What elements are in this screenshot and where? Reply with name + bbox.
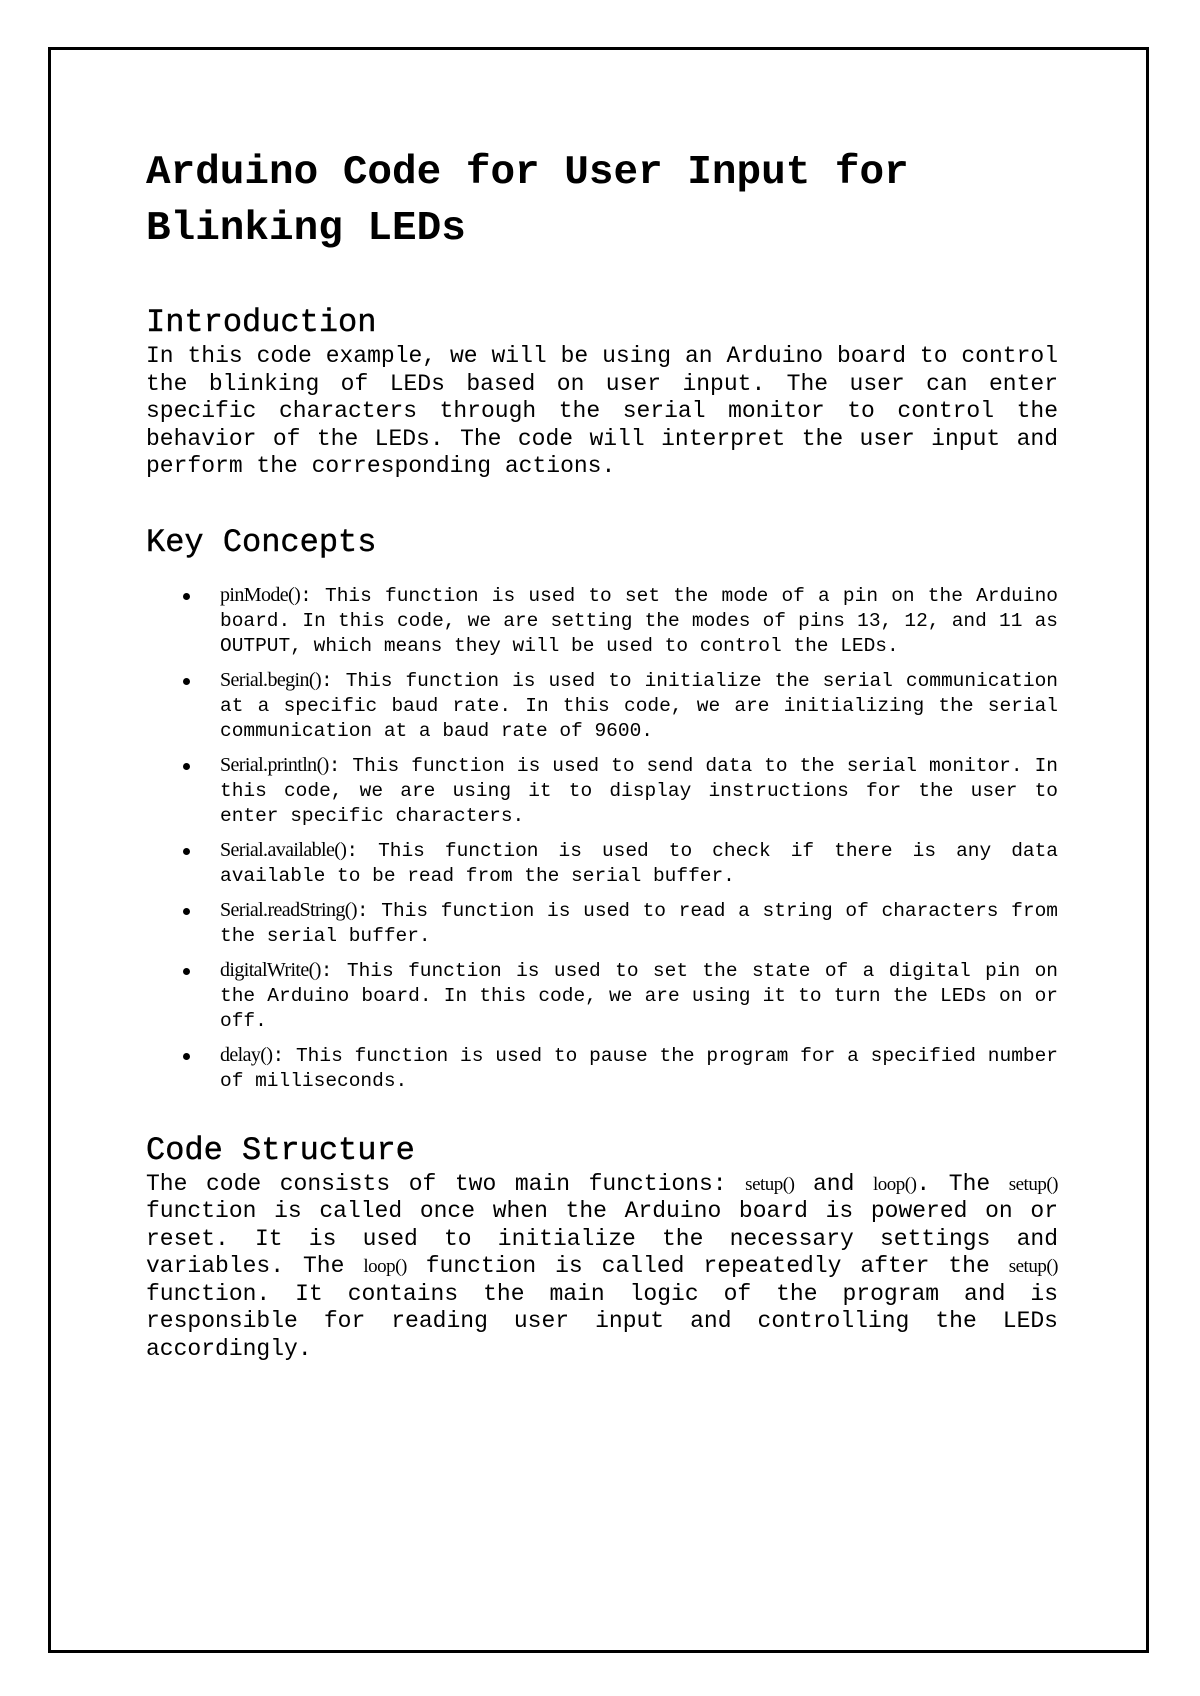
code-structure-heading: Code Structure xyxy=(146,1131,415,1169)
function-name: Serial.available() xyxy=(220,838,347,861)
document-content xyxy=(146,145,1058,1363)
setup-function-ref: setup() xyxy=(745,1173,795,1195)
text-fragment: function is called once when the Arduino board is powered on or reset. It is used to initialize the necessary settings and variables. The xyxy=(146,1198,1058,1279)
list-item xyxy=(146,583,1058,659)
key-concepts-list xyxy=(146,583,1058,1094)
function-name: Serial.println() xyxy=(220,753,329,776)
list-item xyxy=(146,898,1058,949)
text-fragment: function is called repeatedly after the xyxy=(406,1253,1009,1279)
document-title: Arduino Code for User Input for Blinking LEDs xyxy=(146,150,909,252)
key-concepts-heading: Key Concepts xyxy=(146,523,377,561)
function-description: : This function is used to send data to the serial monitor. In this code, we are using it to display instructions for the user to enter specific characters. xyxy=(220,754,1058,827)
list-item xyxy=(146,838,1058,889)
function-description: : This function is used to initialize the serial communication at a specific baud rate. In this code, we are initializing the serial communication at a baud rate of 9600. xyxy=(220,669,1058,742)
list-item xyxy=(146,1043,1058,1094)
text-fragment: . The xyxy=(916,1170,1009,1197)
introduction-heading: Introduction xyxy=(146,304,377,341)
setup-function-ref: setup() xyxy=(1008,1173,1058,1195)
function-description: : This function is used to check if there is any data available to be read from the serial buffer. xyxy=(220,839,1058,887)
function-name: delay() xyxy=(220,1043,273,1066)
text-fragment: The code consists of two main functions: xyxy=(146,1170,746,1197)
function-description: : This function is used to pause the program for a specified number of milliseconds. xyxy=(220,1044,1058,1092)
loop-function-ref: loop() xyxy=(363,1256,407,1277)
function-name: digitalWrite() xyxy=(220,958,321,981)
function-name: Serial.begin() xyxy=(220,668,322,691)
introduction-text: In this code example, we will be using an Arduino board to control the blinking of LEDs based on user input. The user can enter specific characters through the serial monitor to control the behavior of the LEDs. The code will interpret the user input and perform the corresponding actions. xyxy=(146,343,1058,479)
loop-function-ref: loop() xyxy=(872,1173,917,1195)
list-item xyxy=(146,958,1058,1034)
list-item xyxy=(146,753,1058,829)
code-structure-text xyxy=(146,1171,1058,1364)
function-name: pinMode() xyxy=(220,583,301,606)
function-name: Serial.readString() xyxy=(220,898,357,921)
list-item xyxy=(146,668,1058,744)
text-fragment: function. It contains the main logic of the program and is responsible for reading user input and controlling the LEDs accordingly. xyxy=(146,1280,1058,1362)
function-description: : This function is used to set the mode of a pin on the Arduino board. In this code, we are setting the modes of pins 13, 12, and 11 as OUTPUT, which means they will be used to control the LEDs. xyxy=(220,584,1058,657)
setup-function-ref: setup() xyxy=(1008,1256,1058,1277)
function-description: : This function is used to read a string of characters from the serial buffer. xyxy=(220,899,1058,947)
function-description: : This function is used to set the state of a digital pin on the Arduino board. In this code, we are using it to turn the LEDs on or off. xyxy=(220,959,1058,1032)
text-fragment: and xyxy=(794,1170,873,1197)
